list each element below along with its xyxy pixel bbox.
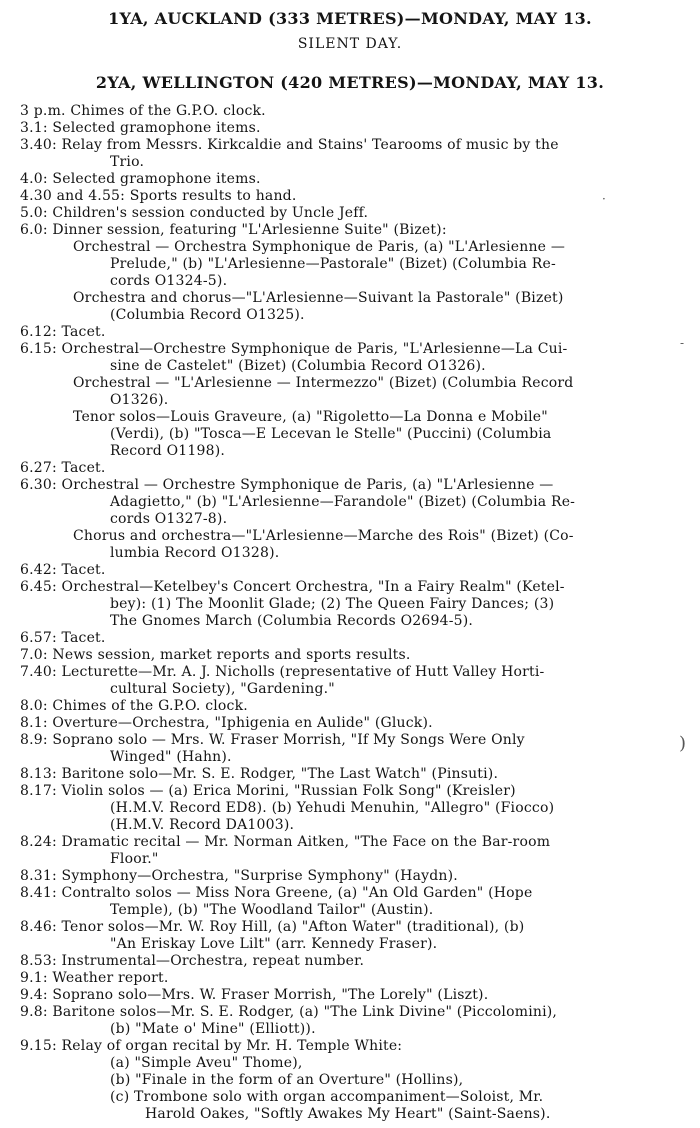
programme-line: 8.1: Overture—Orchestra, "Iphigenia en Aulide" (Gluck). bbox=[20, 715, 433, 731]
margin-bracket-mark: ) bbox=[679, 733, 687, 754]
programme-line: cords O1324-5). bbox=[110, 273, 228, 289]
heading-wellington: 2YA, WELLINGTON (420 METRES)—MONDAY, MAY 13. bbox=[95, 73, 605, 92]
speck-mark: · bbox=[602, 192, 606, 206]
programme-line: 3.1: Selected gramophone items. bbox=[20, 120, 261, 136]
programme-line: Orchestral — Orchestra Symphonique de Paris, (a) "L'Arlesienne — bbox=[73, 239, 566, 255]
programme-line: Harold Oakes, "Softly Awakes My Heart" (Saint-Saens). bbox=[145, 1106, 551, 1122]
programme-line: 6.0: Dinner session, featuring "L'Arlesienne Suite" (Bizet): bbox=[20, 222, 447, 238]
programme-line: 8.0: Chimes of the G.P.O. clock. bbox=[20, 698, 248, 714]
programme-line: 4.30 and 4.55: Sports results to hand. bbox=[20, 188, 297, 204]
heading-auckland: 1YA, AUCKLAND (333 METRES)—MONDAY, MAY 13. bbox=[108, 9, 592, 28]
programme-line: 6.15: Orchestral—Orchestre Symphonique de Paris, "L'Arlesienne—La Cui- bbox=[20, 341, 568, 357]
programme-line: 8.17: Violin solos — (a) Erica Morini, "Russian Folk Song" (Kreisler) bbox=[20, 783, 516, 799]
programme-line: 4.0: Selected gramophone items. bbox=[20, 171, 261, 187]
programme-line: 8.9: Soprano solo — Mrs. W. Fraser Morrish, "If My Songs Were Only bbox=[20, 732, 525, 748]
programme-line: Temple), (b) "The Woodland Tailor" (Austin). bbox=[110, 902, 434, 918]
programme-line: 3 p.m. Chimes of the G.P.O. clock. bbox=[20, 103, 266, 119]
silent-day-note: SILENT DAY. bbox=[297, 36, 403, 52]
programme-line: Tenor solos—Louis Graveure, (a) "Rigoletto—La Donna e Mobile" bbox=[73, 409, 548, 425]
programme-line: 8.46: Tenor solos—Mr. W. Roy Hill, (a) "Afton Water" (traditional), (b) bbox=[20, 919, 525, 935]
programme-line: 8.53: Instrumental—Orchestra, repeat number. bbox=[20, 953, 365, 969]
programme-line: 6.12: Tacet. bbox=[20, 324, 106, 340]
margin-tick-mark: ‐ bbox=[680, 336, 685, 350]
programme-line: "An Eriskay Love Lilt" (arr. Kennedy Fraser). bbox=[110, 936, 438, 952]
programme-line: Orchestral — "L'Arlesienne — Intermezzo" (Bizet) (Columbia Record bbox=[73, 375, 574, 391]
programme-line: (Verdi), (b) "Tosca—E Lecevan le Stelle" (Puccini) (Columbia bbox=[110, 426, 552, 442]
programme-line: Adagietto," (b) "L'Arlesienne—Farandole" (Bizet) (Columbia Re- bbox=[110, 494, 576, 510]
programme-line: 6.45: Orchestral—Ketelbey's Concert Orchestra, "In a Fairy Realm" (Ketel- bbox=[20, 579, 565, 595]
programme-line: (a) "Simple Aveu" Thome), bbox=[110, 1055, 303, 1071]
programme-line: (Columbia Record O1325). bbox=[110, 307, 305, 323]
programme-line: sine de Castelet" (Bizet) (Columbia Record O1326). bbox=[110, 358, 486, 374]
programme-line: cultural Society), "Gardening." bbox=[110, 681, 335, 697]
programme-line: 6.42: Tacet. bbox=[20, 562, 106, 578]
programme-line: Trio. bbox=[110, 154, 145, 170]
programme-line: The Gnomes March (Columbia Records O2694-5). bbox=[110, 613, 474, 629]
programme-line: 7.0: News session, market reports and sports results. bbox=[20, 647, 411, 663]
programme-line: Orchestra and chorus—"L'Arlesienne—Suivant la Pastorale" (Bizet) bbox=[73, 290, 564, 306]
programme-line: 9.8: Baritone solos—Mr. S. E. Rodger, (a) "The Link Divine" (Piccolomini), bbox=[20, 1004, 558, 1020]
programme-line: (c) Trombone solo with organ accompaniment—Soloist, Mr. bbox=[110, 1089, 544, 1105]
programme-line: Record O1198). bbox=[110, 443, 226, 459]
programme-line: (b) "Finale in the form of an Overture" (Hollins), bbox=[110, 1072, 464, 1088]
programme-line: Prelude," (b) "L'Arlesienne—Pastorale" (Bizet) (Columbia Re- bbox=[110, 256, 556, 272]
programme-line: Floor." bbox=[110, 851, 159, 867]
programme-line: O1326). bbox=[110, 392, 169, 408]
programme-line: (b) "Mate o' Mine" (Elliott)). bbox=[110, 1021, 316, 1037]
programme-line: 6.30: Orchestral — Orchestre Symphonique de Paris, (a) "L'Arlesienne — bbox=[20, 477, 554, 493]
programme-line: 9.4: Soprano solo—Mrs. W. Fraser Morrish, "The Lorely" (Liszt). bbox=[20, 987, 489, 1003]
programme-line: Winged" (Hahn). bbox=[110, 749, 232, 765]
programme-line: 6.27: Tacet. bbox=[20, 460, 106, 476]
programme-line: 8.31: Symphony—Orchestra, "Surprise Symphony" (Haydn). bbox=[20, 868, 458, 884]
programme-line: lumbia Record O1328). bbox=[110, 545, 280, 561]
programme-line: 8.41: Contralto solos — Miss Nora Greene, (a) "An Old Garden" (Hope bbox=[20, 885, 533, 901]
programme-line: 9.1: Weather report. bbox=[20, 970, 169, 986]
programme-line: 5.0: Children's session conducted by Uncle Jeff. bbox=[20, 205, 369, 221]
programme-line: bey): (1) The Moonlit Glade; (2) The Queen Fairy Dances; (3) bbox=[110, 596, 555, 612]
programme-line: (H.M.V. Record DA1003). bbox=[110, 817, 295, 833]
programme-line: 8.24: Dramatic recital — Mr. Norman Aitken, "The Face on the Bar-room bbox=[20, 834, 551, 850]
programme-line: 7.40: Lecturette—Mr. A. J. Nicholls (representative of Hutt Valley Horti- bbox=[20, 664, 545, 680]
programme-line: 3.40: Relay from Messrs. Kirkcaldie and Stains' Tearooms of music by the bbox=[20, 137, 559, 153]
programme-line: (H.M.V. Record ED8). (b) Yehudi Menuhin, "Allegro" (Fiocco) bbox=[110, 800, 555, 816]
programme-line: 6.57: Tacet. bbox=[20, 630, 106, 646]
programme-line: 8.13: Baritone solo—Mr. S. E. Rodger, "The Last Watch" (Pinsuti). bbox=[20, 766, 499, 782]
programme-line: 9.15: Relay of organ recital by Mr. H. Temple White: bbox=[20, 1038, 403, 1054]
programme-line: Chorus and orchestra—"L'Arlesienne—Marche des Rois" (Bizet) (Co- bbox=[73, 528, 574, 544]
programme-line: cords O1327-8). bbox=[110, 511, 228, 527]
